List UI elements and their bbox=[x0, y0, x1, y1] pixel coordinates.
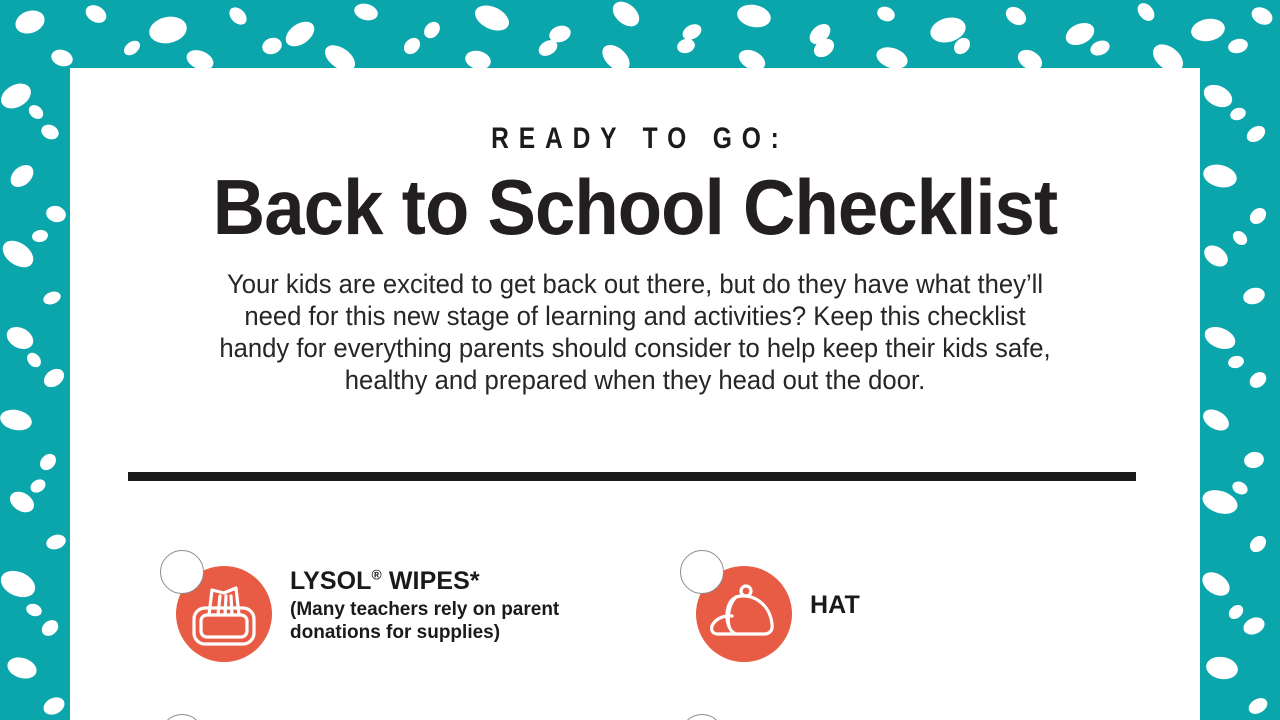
item-title bbox=[290, 568, 560, 596]
item-checkbox[interactable] bbox=[160, 714, 204, 720]
item-title-main: HAT bbox=[810, 591, 860, 620]
item-labels bbox=[272, 568, 560, 645]
checklist-grid bbox=[70, 544, 1200, 720]
list-item[interactable] bbox=[680, 708, 1200, 720]
registered-mark: ® bbox=[371, 567, 382, 583]
item-title-rest: WIPES* bbox=[381, 566, 480, 595]
item-note: (Many teachers rely on parent donations for supplies) bbox=[290, 599, 560, 644]
item-labels bbox=[792, 592, 860, 620]
item-checkbox[interactable] bbox=[680, 714, 724, 720]
item-badge bbox=[680, 550, 792, 662]
page-title: Back to School Checklist bbox=[212, 163, 1058, 251]
item-title-main: LYSOL bbox=[290, 566, 372, 595]
section-divider bbox=[128, 472, 1136, 481]
item-badge bbox=[680, 714, 792, 720]
item-badge bbox=[160, 550, 272, 662]
item-badge bbox=[160, 714, 272, 720]
checklist-card bbox=[70, 68, 1200, 720]
intro-paragraph: Your kids are excited to get back out there, but do they have what they’ll need for this new stage of learning and activities? Keep this checklist handy for everything parents should consider to help keep their kids safe, healthy and prepared when they head out the door. bbox=[219, 269, 1051, 396]
list-item[interactable] bbox=[680, 544, 1200, 668]
item-checkbox[interactable] bbox=[680, 550, 724, 594]
item-checkbox[interactable] bbox=[160, 550, 204, 594]
item-title bbox=[810, 592, 860, 620]
eyebrow-heading: READY TO GO: bbox=[491, 122, 789, 155]
list-item[interactable] bbox=[160, 544, 680, 668]
list-item[interactable] bbox=[160, 708, 680, 720]
